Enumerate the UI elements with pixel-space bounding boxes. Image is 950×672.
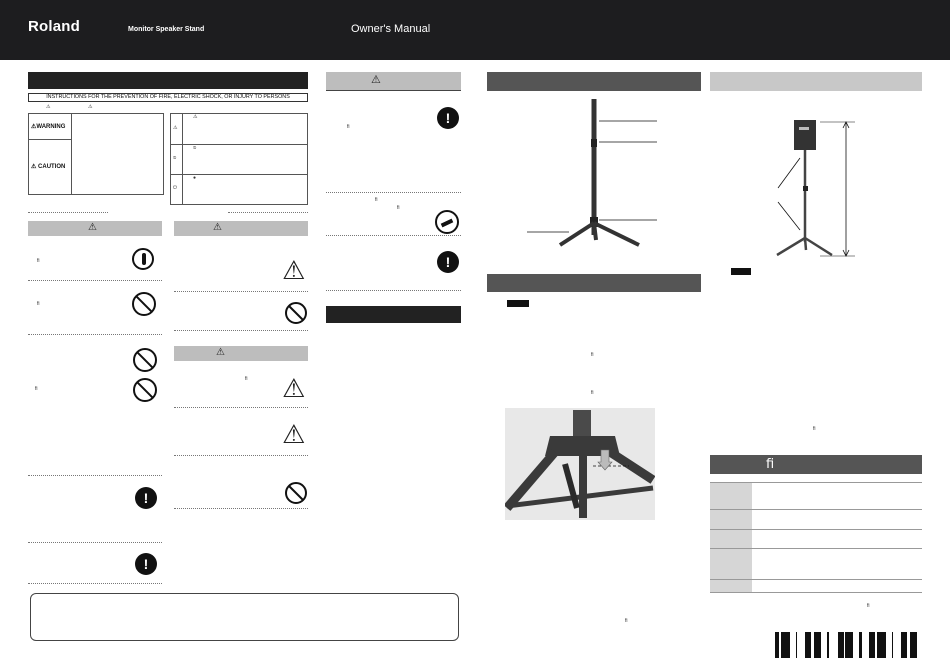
mandatory-icon: ! bbox=[437, 251, 459, 273]
barcode-bar bbox=[841, 632, 844, 658]
fi-glyph: ﬁ bbox=[375, 197, 378, 203]
speaker-cabinet bbox=[794, 120, 816, 150]
table-key-cell bbox=[710, 530, 752, 548]
barcode-bar bbox=[808, 632, 809, 658]
prohibited-icon bbox=[132, 292, 156, 316]
disassemble-icon bbox=[133, 378, 157, 402]
hand-pinch-icon bbox=[441, 219, 454, 228]
fi-glyph: ﬁ bbox=[35, 386, 38, 392]
stand-leg bbox=[594, 223, 639, 245]
dotted-rule bbox=[228, 212, 308, 213]
barcode-bar bbox=[809, 632, 811, 658]
barcode-bar bbox=[871, 632, 874, 658]
barcode-bar bbox=[851, 632, 853, 658]
dotted-rule bbox=[28, 212, 108, 213]
stand-leg bbox=[560, 223, 594, 245]
stand-leg bbox=[777, 238, 805, 255]
barcode-bar bbox=[815, 632, 817, 658]
fi-glyph: ﬁ bbox=[397, 205, 400, 211]
specifications-header bbox=[710, 455, 922, 474]
barcode-bar bbox=[904, 632, 905, 658]
barcode-bar bbox=[817, 632, 820, 658]
dotted-rule bbox=[28, 334, 162, 335]
barcode-bar bbox=[880, 632, 881, 658]
dotted-rule bbox=[174, 407, 308, 408]
important-notes-header bbox=[326, 306, 461, 323]
barcode-bar bbox=[787, 632, 790, 658]
leg-lock-illustration bbox=[505, 408, 655, 520]
motion-arrow bbox=[778, 202, 800, 230]
setup-header bbox=[487, 274, 701, 292]
barcode-bar bbox=[784, 632, 785, 658]
table-key-cell bbox=[710, 549, 752, 579]
dotted-rule bbox=[28, 542, 162, 543]
barcode-bar bbox=[805, 632, 808, 658]
barcode-bar bbox=[827, 632, 829, 658]
prohibited-icon bbox=[285, 302, 307, 324]
motion-arrow bbox=[778, 158, 800, 188]
fi-glyph: ﬁ bbox=[591, 352, 594, 358]
mandatory-icon: ● bbox=[193, 175, 197, 181]
mandatory-icon: ! bbox=[135, 487, 157, 509]
mandatory-icon: ! bbox=[135, 553, 157, 575]
caution-subheader bbox=[326, 72, 461, 90]
hand-pinch-icon bbox=[435, 210, 459, 234]
warning-triangle-icon: ⚠ bbox=[282, 420, 306, 450]
warning-triangle-icon: ⚠ bbox=[282, 374, 306, 404]
disassemble-icon bbox=[142, 253, 146, 265]
barcode-bar bbox=[838, 632, 839, 658]
barcode-bar bbox=[881, 632, 883, 658]
barcode-bar bbox=[820, 632, 821, 658]
barcode-bar bbox=[913, 632, 916, 658]
stand-leg bbox=[805, 238, 832, 255]
warning-label: ⚠WARNING bbox=[31, 124, 66, 130]
dotted-rule bbox=[174, 455, 308, 456]
speaker-on-stand-illustration bbox=[710, 110, 922, 265]
safety-section-header bbox=[28, 72, 308, 89]
stand-leg bbox=[594, 223, 596, 240]
mandatory-icon: ! bbox=[437, 107, 459, 129]
barcode-bar bbox=[796, 632, 797, 658]
symbol-meaning-box bbox=[170, 113, 308, 205]
table-key-cell bbox=[710, 483, 752, 509]
height-knob bbox=[803, 186, 808, 191]
dotted-rule bbox=[326, 290, 461, 291]
warning-triangle-icon: ⚠ bbox=[88, 222, 97, 233]
part-names-header bbox=[487, 72, 701, 91]
dotted-rule bbox=[28, 280, 162, 281]
document-title: Owner's Manual bbox=[351, 23, 431, 35]
warning-triangle-icon: ⚠ bbox=[282, 256, 306, 286]
divider bbox=[170, 174, 308, 175]
warning-subheader bbox=[174, 221, 308, 236]
barcode-bar bbox=[845, 632, 847, 658]
warning-triangle-icon: ⚠ bbox=[216, 347, 225, 358]
warning-triangle-icon: ⚠ bbox=[46, 104, 51, 110]
dotted-rule bbox=[28, 475, 162, 476]
barcode bbox=[775, 632, 920, 658]
barcode-bar bbox=[814, 632, 815, 658]
barcode-bar bbox=[877, 632, 880, 658]
warning-triangle-icon: ⚠ bbox=[213, 222, 222, 233]
stand-illustration bbox=[487, 95, 701, 265]
barcode-bar bbox=[874, 632, 875, 658]
warning-triangle-icon: ⚠ bbox=[173, 125, 178, 131]
water-icon bbox=[133, 348, 157, 372]
barcode-bar bbox=[839, 632, 841, 658]
disassemble-icon bbox=[132, 248, 154, 270]
fi-glyph: ﬁ bbox=[245, 376, 248, 382]
barcode-bar bbox=[859, 632, 862, 658]
fi-glyph: ﬁ bbox=[347, 124, 350, 130]
warning-triangle-icon: ⚠ bbox=[193, 114, 198, 120]
specifications-title: ﬁ bbox=[766, 457, 775, 472]
barcode-bar bbox=[905, 632, 907, 658]
barcode-bar bbox=[775, 632, 778, 658]
note-tag bbox=[507, 300, 529, 307]
safety-instructions: INSTRUCTIONS FOR THE PREVENTION OF FIRE, ELECTRIC SHOCK, OR INJURY TO PERSONS bbox=[28, 93, 308, 102]
divider bbox=[326, 90, 461, 91]
prohibited-icon bbox=[285, 482, 307, 504]
model-name: Monitor Speaker Stand bbox=[128, 26, 205, 33]
table-key-cell bbox=[710, 580, 752, 592]
warning-triangle-icon: ⚠ bbox=[371, 73, 381, 86]
barcode-bar bbox=[778, 632, 779, 658]
barcode-bar bbox=[910, 632, 911, 658]
dotted-rule bbox=[28, 583, 162, 584]
barcode-bar bbox=[892, 632, 893, 658]
dotted-rule bbox=[174, 508, 308, 509]
mandatory-icon: ⏻ bbox=[173, 185, 177, 191]
dotted-rule bbox=[326, 192, 461, 193]
fi-glyph: ﬁ bbox=[37, 301, 40, 307]
stand-leg bbox=[805, 238, 806, 250]
brand-logo: Roland bbox=[28, 18, 81, 35]
barcode-bar bbox=[869, 632, 871, 658]
caution-label: ⚠ CAUTION bbox=[31, 164, 66, 170]
barcode-bar bbox=[785, 632, 787, 658]
installation-header bbox=[710, 72, 922, 91]
fi-glyph: ﬁ bbox=[867, 603, 870, 609]
barcode-bar bbox=[883, 632, 886, 658]
fi-glyph: ﬁ bbox=[37, 258, 40, 264]
dotted-rule bbox=[326, 235, 461, 236]
fi-glyph: ﬁ bbox=[591, 390, 594, 396]
fi-glyph: ﬁ bbox=[625, 618, 628, 624]
barcode-bar bbox=[911, 632, 913, 658]
warning-triangle-icon: ⚠ bbox=[88, 104, 93, 110]
barcode-bar bbox=[781, 632, 784, 658]
table-row bbox=[710, 592, 922, 593]
barcode-bar bbox=[901, 632, 904, 658]
dotted-rule bbox=[174, 291, 308, 292]
barcode-bar bbox=[850, 632, 851, 658]
divider bbox=[182, 113, 183, 205]
barcode-bar bbox=[847, 632, 850, 658]
prohibited-icon: ⦸ bbox=[193, 145, 197, 151]
prohibited-icon: ⦸ bbox=[173, 155, 177, 161]
dotted-rule bbox=[174, 330, 308, 331]
height-knob bbox=[591, 139, 597, 147]
speaker-logo bbox=[799, 127, 809, 130]
barcode-bar bbox=[916, 632, 917, 658]
notice-box bbox=[30, 593, 459, 641]
fi-glyph: ﬁ bbox=[813, 426, 816, 432]
caution-subheader bbox=[174, 346, 308, 361]
table-key-cell bbox=[710, 510, 752, 529]
note-tag bbox=[731, 268, 751, 275]
divider bbox=[170, 144, 308, 145]
